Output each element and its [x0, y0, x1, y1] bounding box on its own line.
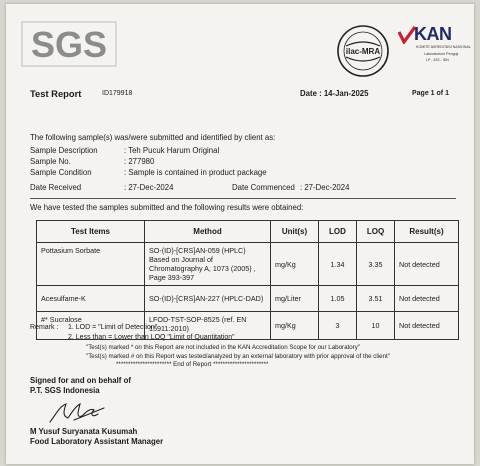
cell-unit: mg/Kg: [271, 312, 319, 340]
remark-line-2: 2. Less than = Lower than LOQ "Limit of Quantitation": [68, 334, 235, 341]
company-name: P.T. SGS Indonesia: [30, 386, 100, 395]
table-header-row: [37, 221, 459, 243]
cell-unit: mg/Kg: [271, 243, 319, 286]
ilac-mra-seal: [336, 24, 390, 78]
cell-loq: 3.51: [357, 286, 395, 312]
sgs-logo-text: SGS: [30, 24, 108, 65]
kan-lab: Laboratorium Penguji: [424, 52, 459, 56]
table-row: [37, 286, 459, 312]
kan-logo-text: KAN: [414, 24, 452, 44]
cell-item: Pottasium Sorbate: [37, 243, 145, 286]
remark-line-3: "Test(s) marked * on this Report are not included in the KAN Accreditation Scope for our Laboratory": [86, 344, 361, 351]
cell-item: Acesulfame-K: [37, 286, 145, 312]
sample-condition-value: : Sample is contained in product package: [124, 168, 267, 177]
header-test-items: Test Items: [37, 221, 145, 243]
cell-unit: mg/Liter: [271, 286, 319, 312]
signed-for-label: Signed for and on behalf of: [30, 376, 131, 385]
remark-line-1: 1. LOD = "Limit of Detection": [68, 324, 158, 331]
cell-method: SO-(ID)-[CRS]AN-227 (HPLC-DAD): [145, 286, 271, 312]
sgs-logo: [20, 20, 118, 68]
cell-result: Not detected: [395, 243, 459, 286]
intro-text: The following sample(s) was/were submitted and identified by client as:: [30, 133, 276, 142]
date-commenced-value: : 27-Dec-2024: [300, 183, 350, 192]
header-units: Unit(s): [271, 221, 319, 243]
sample-no-label: Sample No.: [30, 157, 71, 166]
ilac-label: ilac-MRA: [345, 47, 381, 56]
page-number: Page 1 of 1: [412, 90, 449, 97]
sample-description-value: : Teh Pucuk Harum Original: [124, 146, 220, 155]
cell-method: LFOD-TST-SOP-8525 (ref. EN 15911:2010): [145, 312, 271, 340]
cell-result: Not detected: [395, 312, 459, 340]
end-of-report: *********************** End of Report ***********************: [116, 361, 269, 368]
table-row: [37, 243, 459, 286]
cell-lod: 1.05: [319, 286, 357, 312]
signature-image: [46, 400, 108, 426]
signatory-title: Food Laboratory Assistant Manager: [30, 437, 164, 446]
cell-lod: 3: [319, 312, 357, 340]
cell-lod: 1.34: [319, 243, 357, 286]
date-received-label: Date Received: [30, 183, 82, 192]
cell-result: Not detected: [395, 286, 459, 312]
report-date: Date : 14-Jan-2025: [300, 89, 369, 98]
sample-no-value: : 277980: [124, 157, 155, 166]
kan-code: LP - 432 - IDN: [426, 58, 449, 62]
results-intro: We have tested the samples submitted and the following results were obtained:: [30, 203, 304, 212]
header-loq: LOQ: [357, 221, 395, 243]
cell-method: SO-(ID)-[CRS]AN-059 (HPLC) Based on Journal of Chromatography A, 1073 (2005) , Page 393-397: [145, 243, 271, 286]
divider: [30, 198, 456, 199]
cell-item: #* Sucralose: [37, 312, 145, 340]
results-table: [36, 220, 459, 340]
report-id: ID179918: [102, 90, 133, 97]
report-page: [6, 4, 474, 464]
cell-loq: 3.35: [357, 243, 395, 286]
header-method: Method: [145, 221, 271, 243]
cell-loq: 10: [357, 312, 395, 340]
sample-condition-label: Sample Condition: [30, 168, 92, 177]
header-lod: LOD: [319, 221, 357, 243]
remark-label: Remark :: [30, 324, 59, 331]
remark-line-4: "Test(s) marked # on this Report was tested/analyzed by an external laboratory with prior approval of the client": [86, 353, 390, 360]
date-received-value: : 27-Dec-2024: [124, 183, 174, 192]
kan-subtitle: KOMITE AKREDITASI NASIONAL: [416, 45, 471, 49]
header-results: Result(s): [395, 221, 459, 243]
report-title: Test Report: [30, 88, 82, 99]
sample-description-label: Sample Description: [30, 146, 98, 155]
signatory-name: M Yusuf Suryanata Kusumah: [30, 427, 138, 436]
date-commenced-label: Date Commenced: [232, 183, 295, 192]
